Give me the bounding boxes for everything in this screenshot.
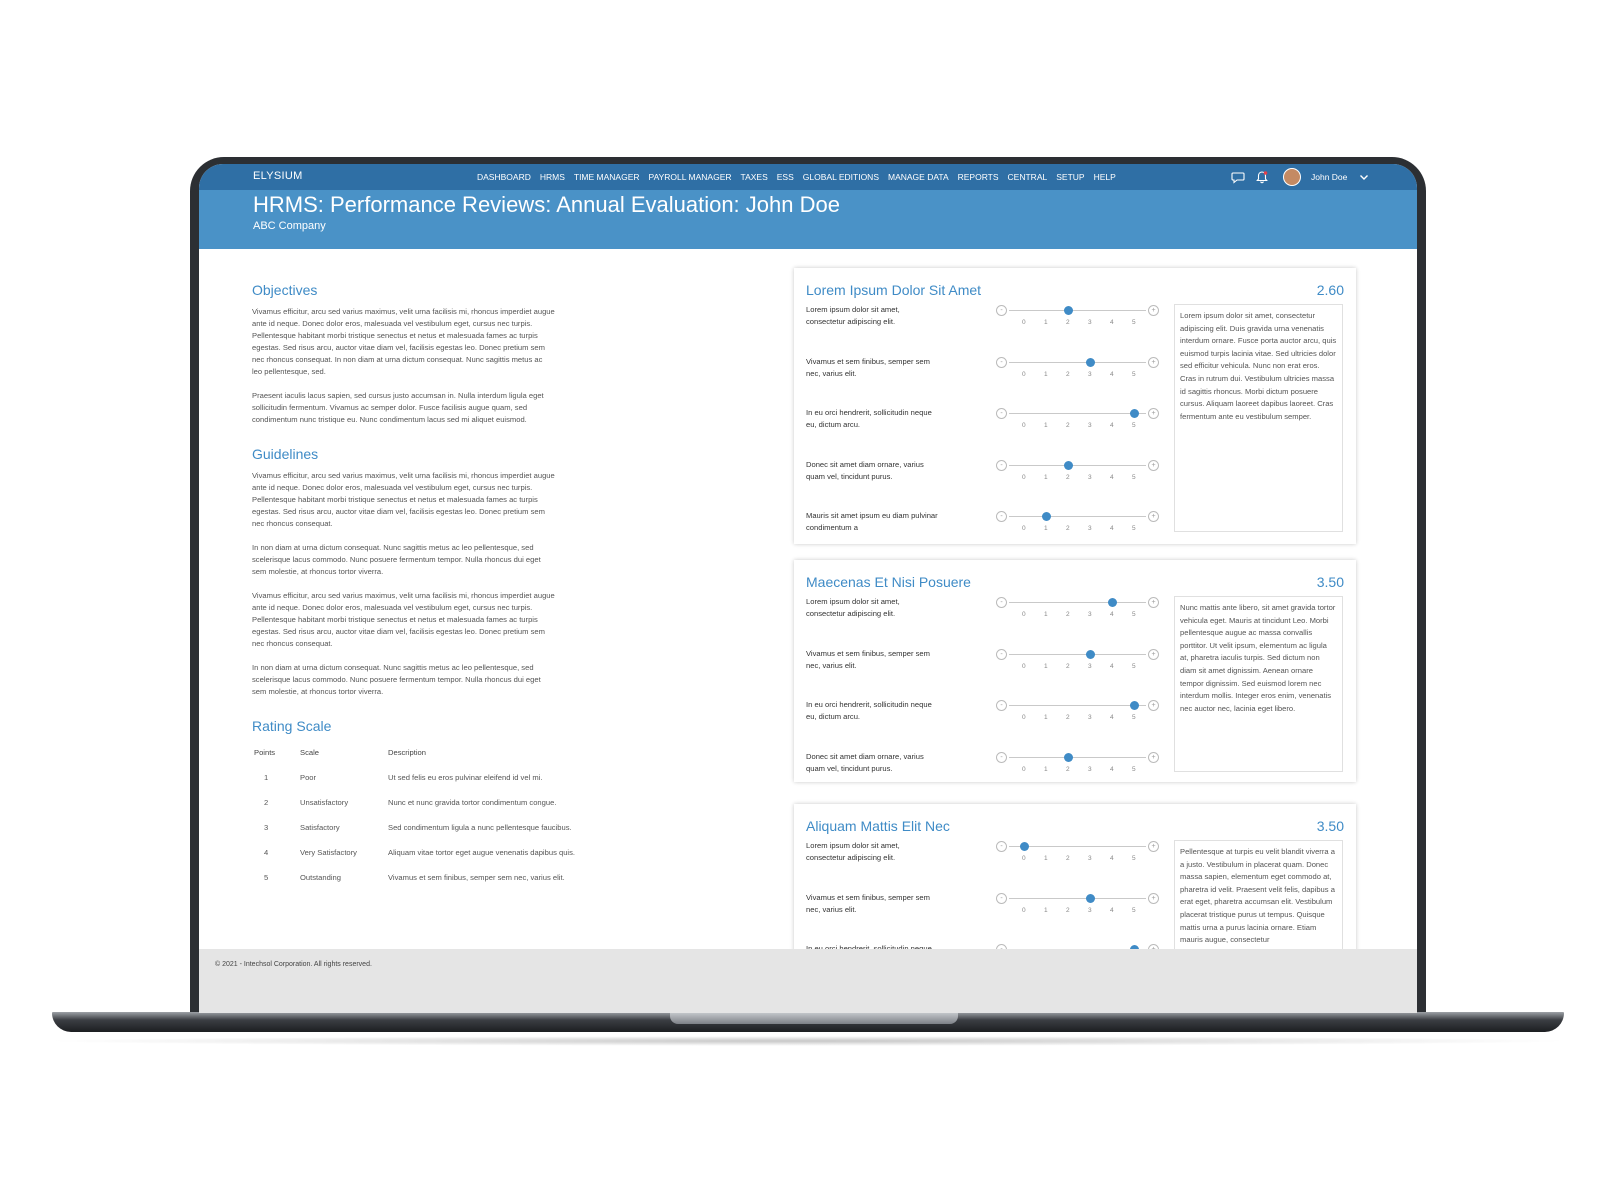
objectives-paragraph: Vivamus efficitur, arcu sed varius maximus, velit urna facilisis mi, rhoncus imperdiet augue ante id neque. Donec dolor eros, malesuada vel vestibulum eget, cursus nec turpis. Pellentesque habitant morbi tristique senectus et netus et malesuada fames ac turpis egestas. Sed risus arcu, auctor vitae diam vel, facilisis egestas leo. Donec pretium sem nec rhoncus consequat. In non diam at urna dictum consequat. Nunc sagittis metus ac leo pellentesque, sed. (252, 307, 555, 376)
tick-label: 1 (1044, 855, 1048, 862)
menu-item-dashboard[interactable]: DASHBOARD (477, 172, 531, 182)
tick-label: 0 (1022, 662, 1026, 670)
criterion-label: Lorem ipsum dolor sit amet, consectetur adipiscing elit. (806, 305, 900, 326)
criterion-label: In eu orci hendrerit, sollicitudin neque eu, dictum arcu. (806, 408, 932, 429)
decrement-button[interactable]: - (996, 511, 1007, 522)
increment-button[interactable]: + (1148, 460, 1159, 471)
tick-label: 4 (1110, 765, 1114, 773)
tick-label: 4 (1110, 319, 1114, 326)
objectives-paragraph: Praesent iaculis lacus sapien, sed cursus justo accumsan in. Nulla interdum ligula eget sollicitudin fermentum. Vivamus ac semper dolor. Fusce facilisis augue quam, sed condimentum nunc tristique eu. Nunc condimentum lacus sed mi aliquet euismod. (252, 391, 544, 424)
tick-label: 3 (1088, 319, 1092, 326)
tick-label: 3 (1088, 662, 1092, 670)
scale-cell: Very Satisfactory (300, 848, 357, 857)
objectives-title: Objectives (252, 282, 318, 298)
tick-label: 5 (1132, 473, 1136, 481)
slider-track[interactable] (1009, 465, 1146, 466)
col-header-description: Description (388, 748, 426, 757)
table-header-row (252, 744, 612, 767)
points-cell: 4 (264, 848, 269, 857)
decrement-button[interactable]: - (996, 700, 1007, 711)
tick-label: 2 (1066, 765, 1070, 773)
rating-slider[interactable] (996, 751, 1166, 781)
left-panel (252, 282, 612, 892)
scale-cell: Satisfactory (300, 823, 340, 832)
decrement-button[interactable]: - (996, 357, 1007, 368)
review-card (794, 268, 1356, 544)
tick-label: 3 (1088, 611, 1092, 618)
menu-item-payroll-manager[interactable]: PAYROLL MANAGER (648, 172, 732, 182)
tick-label: 0 (1022, 906, 1026, 914)
menu-item-taxes[interactable]: TAXES (740, 172, 768, 182)
increment-button[interactable]: + (1148, 357, 1159, 368)
tick-label: 3 (1088, 525, 1092, 532)
tick-label: 2 (1066, 611, 1070, 618)
tick-label: 5 (1132, 765, 1136, 773)
card-title: Maecenas Et Nisi Posuere (806, 574, 971, 590)
slider-handle[interactable] (1064, 461, 1073, 470)
top-navigation (199, 164, 1417, 190)
slider-handle[interactable] (1130, 409, 1139, 418)
table-row (252, 867, 612, 892)
tick-label: 0 (1022, 319, 1026, 326)
criterion-label: Lorem ipsum dolor sit amet, consectetur adipiscing elit. (806, 841, 900, 862)
guidelines-paragraph: Vivamus efficitur, arcu sed varius maximus, velit urna facilisis mi, rhoncus imperdiet augue ante id neque. Donec dolor eros, malesuada vel vestibulum eget, cursus nec turpis. Pellentesque habitant morbi tristique senectus et netus et malesuada fames ac turpis egestas. Sed risus arcu, auctor vitae diam vel, facilisis egestas leo. Donec pretium sem nec rhoncus consequat. (252, 591, 555, 648)
slider-track[interactable] (1009, 654, 1146, 655)
tick-label: 2 (1066, 370, 1070, 378)
slider-handle[interactable] (1064, 306, 1073, 315)
tick-label: 4 (1110, 422, 1114, 429)
tick-label: 4 (1110, 473, 1114, 481)
menu-item-help[interactable]: HELP (1093, 172, 1116, 182)
increment-button[interactable]: + (1148, 752, 1159, 763)
points-cell: 1 (264, 773, 269, 782)
card-score: 2.60 (1316, 282, 1344, 298)
decrement-button[interactable]: - (996, 752, 1007, 763)
slider-track[interactable] (1009, 705, 1146, 706)
slider-track[interactable] (1009, 362, 1146, 363)
tick-label: 1 (1044, 714, 1048, 721)
laptop-shadow (40, 1036, 1576, 1046)
slider-track[interactable] (1009, 898, 1146, 899)
tick-label: 1 (1044, 662, 1048, 670)
col-header-scale: Scale (300, 748, 319, 757)
slider-track[interactable] (1009, 757, 1146, 758)
laptop-notch (670, 1012, 958, 1024)
slider-handle[interactable] (1086, 358, 1095, 367)
increment-button[interactable]: + (1148, 511, 1159, 522)
tick-label: 0 (1022, 525, 1026, 532)
tick-label: 1 (1044, 525, 1048, 532)
description-cell: Aliquam vitae tortor eget augue venenatis dapibus quis. (388, 848, 576, 857)
slider-handle[interactable] (1064, 753, 1073, 762)
tick-label: 2 (1066, 855, 1070, 862)
guidelines-title: Guidelines (252, 446, 319, 462)
tick-label: 5 (1132, 855, 1136, 862)
tick-label: 0 (1022, 611, 1026, 618)
rating-slider[interactable] (996, 596, 1166, 626)
criterion-label: Donec sit amet diam ornare, varius quam vel, tincidunt purus. (806, 751, 924, 773)
tick-label: 0 (1022, 765, 1026, 773)
increment-button[interactable]: + (1148, 649, 1159, 660)
decrement-button[interactable]: - (996, 305, 1007, 316)
company-name: ABC Company (253, 220, 326, 232)
col-header-points: Points (254, 748, 276, 757)
slider-track[interactable] (1009, 846, 1146, 847)
rating-slider[interactable] (996, 459, 1166, 489)
tick-label: 0 (1022, 370, 1026, 378)
tick-label: 1 (1044, 473, 1048, 481)
card-score: 3.50 (1316, 574, 1344, 590)
chat-icon[interactable] (1231, 170, 1245, 184)
tick-label: 3 (1088, 422, 1092, 429)
slider-handle[interactable] (1042, 512, 1051, 521)
rating-slider[interactable] (996, 892, 1166, 922)
menu-item-manage-data[interactable]: MANAGE DATA (888, 172, 949, 182)
increment-button[interactable]: + (1148, 841, 1159, 852)
tick-label: 3 (1088, 370, 1092, 378)
rating-slider[interactable] (996, 510, 1166, 540)
tick-label: 0 (1022, 473, 1026, 481)
guidelines-paragraph: In non diam at urna dictum consequat. Nunc sagittis metus ac leo pellentesque, sed scelerisque lacus commodo. Nunc posuere fermentum tempor. Nulla rhoncus dui eget sem molestie, at rhoncus tortor viverra. (252, 663, 541, 696)
criterion-label: Mauris sit amet ipsum eu diam pulvinar condimentum a (806, 511, 938, 532)
tick-label: 0 (1022, 855, 1026, 862)
rating-slider[interactable] (996, 699, 1166, 729)
description-cell: Vivamus et sem finibus, semper sem nec, varius elit. (388, 873, 565, 882)
tick-label: 3 (1088, 714, 1092, 721)
slider-track[interactable] (1009, 413, 1146, 414)
tick-label: 2 (1066, 906, 1070, 914)
table-row (252, 842, 612, 867)
tick-label: 3 (1088, 473, 1092, 481)
tick-label: 5 (1132, 662, 1136, 670)
decrement-button[interactable]: - (996, 649, 1007, 660)
tick-label: 1 (1044, 319, 1048, 326)
tick-label: 3 (1088, 765, 1092, 773)
tick-label: 4 (1110, 662, 1114, 670)
bell-icon[interactable] (1255, 170, 1269, 184)
slider-handle[interactable] (1086, 650, 1095, 659)
criterion-label: Vivamus et sem finibus, semper sem nec, varius elit. (806, 648, 930, 670)
decrement-button[interactable]: - (996, 893, 1007, 904)
points-cell: 3 (264, 823, 269, 832)
card-score: 3.50 (1316, 818, 1344, 834)
tick-label: 2 (1066, 714, 1070, 721)
tick-label: 1 (1044, 765, 1048, 773)
rating-slider[interactable] (996, 356, 1166, 386)
tick-label: 0 (1022, 714, 1026, 721)
rating-slider[interactable] (996, 407, 1166, 437)
user-name[interactable]: John Doe (1311, 172, 1348, 182)
table-row (252, 767, 612, 792)
decrement-button[interactable]: - (996, 597, 1007, 608)
user-area (1231, 168, 1371, 186)
tick-label: 4 (1110, 714, 1114, 721)
scale-cell: Outstanding (300, 873, 341, 882)
brand-logo[interactable]: ELYSIUM (253, 170, 303, 182)
slider-track[interactable] (1009, 516, 1146, 517)
slider-handle[interactable] (1108, 598, 1117, 607)
description-cell: Sed condimentum ligula a nunc pellentesque faucibus. (388, 823, 572, 832)
criterion-label: Lorem ipsum dolor sit amet, consectetur adipiscing elit. (806, 597, 900, 618)
points-cell: 5 (264, 873, 269, 882)
comment-box[interactable]: Nunc mattis ante libero, sit amet gravida tortor vehicula eget. Mauris at tincidunt Leo. Morbi pellentesque augue ac massa convallis porttitor. Ut velit ipsum, elementum ac ligula at, pharetra iaculis turpis. Sed dictum non diam sit amet dignissim. Aenean ornare tempor dignissim. Sed euismod lorem nec interdum mollis. Integer eros enim, venenatis nec auctor nec, lacinia eget libero. (1174, 596, 1343, 772)
tick-label: 2 (1066, 422, 1070, 429)
table-row (252, 817, 612, 842)
tick-label: 2 (1066, 473, 1070, 481)
tick-label: 5 (1132, 422, 1136, 429)
slider-track[interactable] (1009, 310, 1146, 311)
menu-item-global-editions[interactable]: GLOBAL EDITIONS (802, 172, 879, 182)
tick-label: 4 (1110, 855, 1114, 862)
footer (199, 949, 1417, 1013)
criterion-label: In eu orci hendrerit, sollicitudin neque eu, dictum arcu. (806, 700, 932, 721)
decrement-button[interactable]: - (996, 460, 1007, 471)
tick-label: 5 (1132, 525, 1136, 532)
tick-label: 2 (1066, 525, 1070, 532)
menu-item-central[interactable]: CENTRAL (1007, 172, 1048, 182)
description-cell: Ut sed felis eu eros pulvinar eleifend id vel mi. (388, 773, 543, 782)
page-title: HRMS: Performance Reviews: Annual Evaluation: John Doe (253, 192, 840, 217)
tick-label: 4 (1110, 370, 1114, 378)
slider-handle[interactable] (1086, 894, 1095, 903)
menu-item-ess[interactable]: ESS (776, 172, 794, 182)
card-title: Aliquam Mattis Elit Nec (806, 818, 950, 834)
guidelines-paragraph: In non diam at urna dictum consequat. Nunc sagittis metus ac leo pellentesque, sed scelerisque lacus commodo. Nunc posuere fermentum tempor. Nulla rhoncus dui eget sem molestie, at rhoncus tortor viverra. (252, 543, 541, 576)
tick-label: 1 (1044, 906, 1048, 914)
rating-slider[interactable] (996, 304, 1166, 334)
card-title: Lorem Ipsum Dolor Sit Amet (806, 282, 982, 298)
increment-button[interactable]: + (1148, 305, 1159, 316)
tick-label: 5 (1132, 714, 1136, 721)
rating-slider[interactable] (996, 840, 1166, 870)
increment-button[interactable]: + (1148, 700, 1159, 711)
scale-cell: Poor (300, 773, 317, 782)
increment-button[interactable]: + (1148, 597, 1159, 608)
table-row (252, 792, 612, 817)
guidelines-paragraph: Vivamus efficitur, arcu sed varius maximus, velit urna facilisis mi, rhoncus imperdiet augue ante id neque. Donec dolor eros, malesuada vel vestibulum eget, cursus nec turpis. Pellentesque habitant morbi tristique senectus et netus et malesuada fames ac turpis egestas. Sed risus arcu, auctor vitae diam vel, facilisis egestas leo. Donec pretium sem nec rhoncus consequat. (252, 471, 555, 528)
app-screen (199, 164, 1417, 1013)
tick-label: 2 (1066, 662, 1070, 670)
tick-label: 4 (1110, 525, 1114, 532)
decrement-button[interactable]: - (996, 408, 1007, 419)
decrement-button[interactable]: - (996, 841, 1007, 852)
criterion-label: Vivamus et sem finibus, semper sem nec, varius elit. (806, 356, 930, 378)
criterion-label: Vivamus et sem finibus, semper sem nec, varius elit. (806, 892, 930, 914)
tick-label: 3 (1088, 855, 1092, 862)
tick-label: 4 (1110, 611, 1114, 618)
tick-label: 5 (1132, 611, 1136, 618)
tick-label: 1 (1044, 422, 1048, 429)
comment-box[interactable]: Pellentesque at turpis eu velit blandit viverra a a justo. Vestibulum in placerat quam. Donec massa sapien, elementum eget commodo at, pharetra id velit. Praesent velit felis, dapibus a erat eget, pharetra accumsan elit. Vestibulum placerat tristique purus ut tempus. Quisque mattis urna a purus lacinia ornare. Etiam mauris augue, consectetur (1174, 840, 1343, 960)
menu-item-time-manager[interactable]: TIME MANAGER (573, 172, 640, 182)
tick-label: 5 (1132, 906, 1136, 914)
scale-cell: Unsatisfactory (300, 798, 349, 807)
increment-button[interactable]: + (1148, 893, 1159, 904)
copyright-text: © 2021 - Intechsol Corporation. All rights reserved. (215, 961, 372, 968)
criterion-label: Donec sit amet diam ornare, varius quam vel, tincidunt purus. (806, 459, 924, 481)
rating-scale-title: Rating Scale (252, 718, 332, 734)
slider-track[interactable] (1009, 602, 1146, 603)
menu-item-setup[interactable]: SETUP (1056, 172, 1085, 182)
avatar[interactable] (1283, 168, 1301, 186)
comment-box[interactable]: Lorem ipsum dolor sit amet, consectetur adipiscing elit. Duis gravida urna venenatis interdum ornare. Fusce porta auctor arcu, quis euismod turpis lacinia vitae. Sed ultricies dolor sed efficitur vehicula. Nunc non erat eros. Cras in rutrum dui. Vestibulum ultricies massa id sagittis rhoncus. Morbi dictum posuere cursus. Aliquam laoreet dapibus laoreet. Cras fermentum ante eu vestibulum semper. (1174, 304, 1343, 532)
chevron-down-icon[interactable] (1357, 170, 1371, 184)
tick-label: 3 (1088, 906, 1092, 914)
page-header (199, 190, 1417, 249)
tick-label: 5 (1132, 319, 1136, 326)
tick-label: 1 (1044, 611, 1048, 618)
review-card (794, 560, 1356, 782)
tick-label: 0 (1022, 422, 1026, 429)
menu-item-reports[interactable]: REPORTS (957, 172, 999, 182)
tick-label: 1 (1044, 370, 1048, 378)
menu-item-hrms[interactable]: HRMS (539, 172, 565, 182)
rating-slider[interactable] (996, 648, 1166, 678)
rating-scale-table (252, 744, 612, 892)
main-menu (477, 172, 1125, 182)
points-cell: 2 (264, 798, 269, 807)
review-card (794, 804, 1356, 964)
tick-label: 4 (1110, 906, 1114, 914)
tick-label: 2 (1066, 319, 1070, 326)
slider-handle[interactable] (1130, 701, 1139, 710)
description-cell: Nunc et nunc gravida tortor condimentum congue. (388, 798, 557, 807)
slider-handle[interactable] (1020, 842, 1029, 851)
tick-label: 5 (1132, 370, 1136, 378)
increment-button[interactable]: + (1148, 408, 1159, 419)
